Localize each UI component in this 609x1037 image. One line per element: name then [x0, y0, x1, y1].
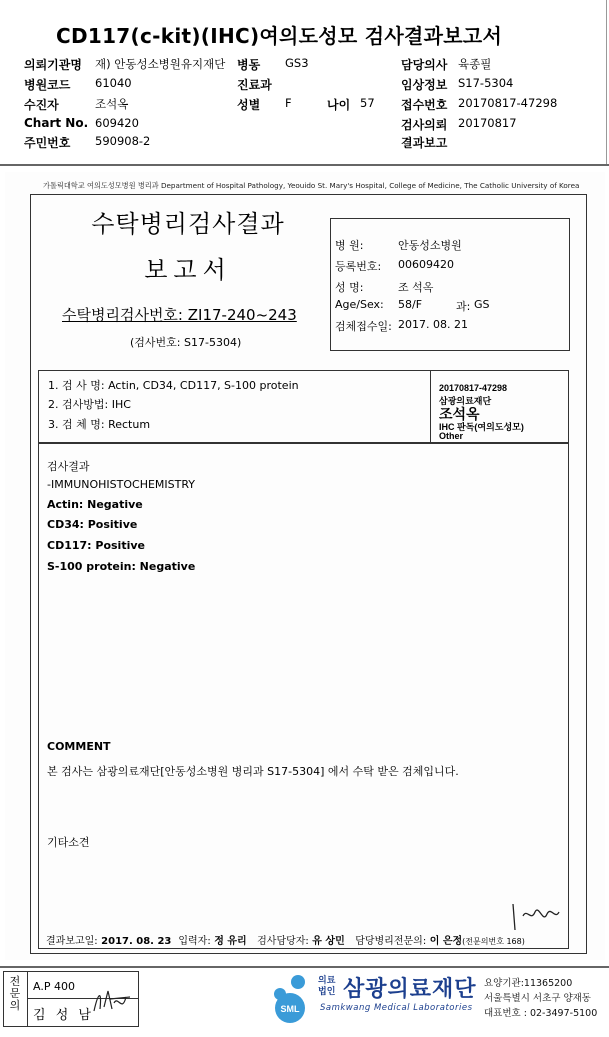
comment-text: 본 검사는 삼광의료재단[안동성소병원 병리과 S17-5304] 에서 수탁 받은 검체입니다. [47, 765, 459, 778]
sticker-other: Other [439, 431, 464, 441]
pb-hospital-label: 병 원: [335, 239, 364, 252]
result-heading: 검사결과 [47, 460, 90, 473]
sex-label: 성별 [237, 98, 261, 112]
resident-no-label: 주민번호 [24, 136, 71, 150]
comment-heading: COMMENT [47, 740, 111, 753]
sticker-patient: 조석옥 [439, 406, 480, 422]
result-method: -IMMUNOHISTOCHEMISTRY [47, 478, 196, 491]
technician-label: 검사담당자: [257, 936, 309, 947]
agency-code: 요양기관:11365200 [484, 978, 573, 989]
clinical-info-value: S17-5304 [458, 76, 514, 90]
resident-no-value: 590908-2 [95, 134, 151, 148]
sml-logo-icon [268, 972, 314, 1024]
foundation-address: 서울특별시 서초구 양재동 [484, 993, 591, 1004]
consult-report-subtitle: 보고서 [144, 256, 232, 284]
patient-value: 조석옥 [95, 97, 129, 111]
header-edge-line [606, 0, 607, 165]
consult-report-title: 수탁병리검사결과 [91, 210, 285, 238]
pathologist-name: 이 은정 [429, 936, 463, 947]
report-footer [46, 932, 525, 947]
pb-receipt-label: 검체접수일: [335, 320, 392, 333]
pb-receipt-value: 2017. 08. 21 [398, 318, 468, 331]
test-name: 1. 검 사 명: Actin, CD34, CD117, S-100 protein [48, 379, 299, 392]
pb-reg-label: 등록번호: [335, 260, 382, 273]
pb-agesex-label: Age/Sex: [335, 298, 384, 311]
consult-number: 수탁병리검사번호: ZI17-240~243 [62, 306, 297, 324]
result-line-cd34: CD34: Positive [47, 518, 138, 531]
bottom-divider [0, 966, 609, 968]
ap-number: A.P 400 [33, 980, 75, 993]
pb-dept-label: 과: [456, 300, 471, 313]
doctor-value: 육종필 [458, 57, 492, 71]
pb-dept-value: GS [474, 298, 490, 311]
specimen-name: 3. 검 체 명: Rectum [48, 418, 151, 431]
report-title: CD117(c-kit)(IHC)여의도성모 검사결과보고서 [56, 24, 503, 48]
pb-reg-value: 00609420 [398, 258, 454, 271]
request-date-value: 20170817 [458, 116, 517, 130]
pathologist-signature [505, 898, 565, 938]
ward-label: 병동 [237, 58, 261, 72]
hospital-name-value: 재) 안동성소병원유지재단 [95, 57, 226, 71]
pb-name-label: 성 명: [335, 281, 364, 294]
foundation-name: 삼광의료재단 [343, 977, 477, 1002]
chart-no-label: Chart No. [24, 116, 89, 130]
doctor-label: 담당의사 [401, 58, 448, 72]
result-line-actin: Actin: Negative [47, 498, 143, 511]
foundation-phone: 대표번호 : 02-3497-5100 [484, 1008, 598, 1019]
logo-text: SML [280, 1004, 300, 1014]
input-by: 정 유리 [214, 936, 247, 947]
hospital-code-label: 병원코드 [24, 78, 71, 92]
pathologist-label: 담당병리전문의: [355, 936, 427, 947]
sticker-accession-no: 20170817-47298 [439, 383, 508, 393]
age-label: 나이 [327, 98, 351, 112]
test-method: 2. 검사방법: IHC [48, 398, 131, 411]
signoff-pathologist: 김 성 남 [33, 1008, 94, 1023]
exam-number: (검사번호: S17-5304) [130, 336, 242, 349]
sex-value: F [285, 96, 292, 110]
chart-no-value: 609420 [95, 116, 139, 130]
signoff-vdivider [27, 971, 28, 1027]
report-date-label: 결과보고일: [46, 936, 98, 947]
age-value: 57 [360, 96, 375, 110]
input-by-label: 입력자: [178, 936, 211, 947]
ward-value: GS3 [285, 56, 309, 70]
corp-kind-line1: 의료 [318, 976, 336, 986]
pb-name-value: 조 석옥 [398, 281, 434, 294]
signoff-signature [90, 985, 134, 1017]
receipt-no-label: 접수번호 [401, 98, 448, 112]
foundation-name-en: Samkwang Medical Laboratories [320, 1003, 473, 1013]
etc-heading: 기타소견 [47, 836, 90, 849]
header-divider [0, 164, 609, 166]
hospital-code-value: 61040 [95, 76, 132, 90]
request-date-label: 검사의뢰 [401, 118, 448, 132]
corp-kind-line2: 법인 [318, 987, 336, 997]
sticker-org: 삼광의료재단 [439, 396, 492, 406]
technician: 유 상민 [312, 936, 345, 947]
clinical-info-label: 임상정보 [401, 78, 448, 92]
result-line-s100: S-100 protein: Negative [47, 560, 196, 573]
sticker-test: IHC 판독(여의도성모) [439, 422, 524, 432]
patient-label: 수진자 [24, 98, 59, 112]
hospital-name-label: 의뢰기관명 [24, 58, 82, 72]
signoff-label: 전문의 [9, 975, 21, 1012]
test-info-divider [430, 370, 431, 443]
corp-kind [318, 976, 335, 998]
pathologist-license: (전문의번호 168) [462, 937, 525, 946]
pb-agesex-value: 58/F [398, 298, 423, 311]
receipt-no-value: 20170817-47298 [458, 96, 558, 110]
department-label: 진료과 [237, 78, 272, 92]
department-line: 가톨릭대학교 여의도성모병원 병리과 Department of Hospital Pathology, Yeouido St. Mary's Hospital, College of Medicine, The Catholic University of Korea [43, 181, 580, 190]
report-date: 2017. 08. 23 [101, 936, 172, 947]
result-report-label: 결과보고 [401, 136, 448, 150]
pb-hospital-value: 안동성소병원 [398, 239, 462, 252]
result-line-cd117: CD117: Positive [47, 539, 145, 552]
